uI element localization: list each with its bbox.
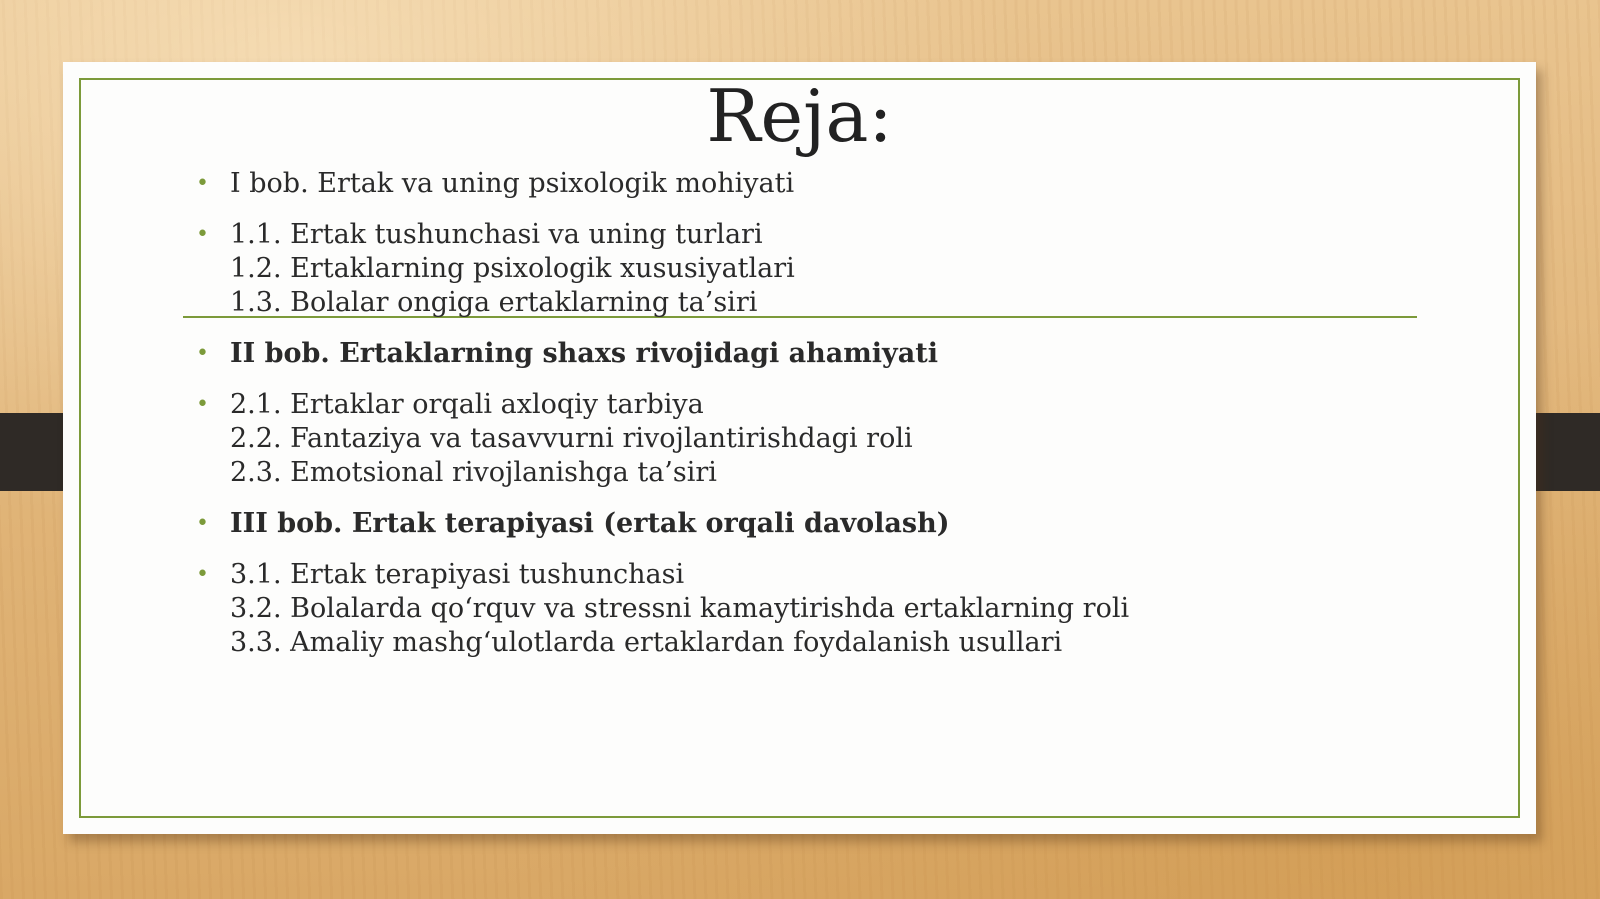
outline-list	[196, 167, 1446, 677]
outline-line: 1.2. Ertaklarning psixologik xususiyatlari	[230, 253, 795, 284]
outline-item	[196, 507, 1446, 541]
outline-item-text	[230, 388, 1446, 490]
outline-item	[196, 167, 1446, 201]
outline-line: 1.3. Bolalar ongiga ertaklarning ta’siri	[230, 287, 758, 318]
outline-item-text	[230, 218, 1446, 320]
outline-item	[196, 388, 1446, 490]
outline-line: I bob. Ertak va uning psixologik mohiyati	[230, 168, 795, 199]
outline-item-text	[230, 337, 1446, 371]
bullet-dot-icon: •	[196, 171, 209, 196]
outline-line: II bob. Ertaklarning shaxs rivojidagi ahamiyati	[230, 338, 938, 369]
outline-item-text	[230, 507, 1446, 541]
outline-item-text	[230, 167, 1446, 201]
slide-paper	[63, 62, 1536, 834]
outline-line: 2.2. Fantaziya va tasavvurni rivojlantirishdagi roli	[230, 423, 913, 454]
outline-item	[196, 218, 1446, 320]
bullet-dot-icon: •	[196, 562, 209, 587]
outline-line: 2.1. Ertaklar orqali axloqiy tarbiya	[230, 389, 704, 420]
outline-item-text	[230, 558, 1446, 660]
outline-line: 3.1. Ertak terapiyasi tushunchasi	[230, 559, 685, 590]
outline-line: 1.1. Ertak tushunchasi va uning turlari	[230, 219, 763, 250]
outline-line: 3.3. Amaliy mashg‘ulotlarda ertaklardan foydalanish usullari	[230, 627, 1063, 658]
bullet-dot-icon: •	[196, 222, 209, 247]
outline-item	[196, 337, 1446, 371]
outline-line: 2.3. Emotsional rivojlanishga ta’siri	[230, 457, 717, 488]
bullet-dot-icon: •	[196, 392, 209, 417]
outline-line: III bob. Ertak terapiyasi (ertak orqali davolash)	[230, 508, 950, 539]
bullet-dot-icon: •	[196, 341, 209, 366]
slide-title: Reja:	[706, 74, 893, 158]
outline-item	[196, 558, 1446, 660]
outline-line: 3.2. Bolalarda qo‘rquv va stressni kamaytirishda ertaklarning roli	[230, 593, 1130, 624]
bullet-dot-icon: •	[196, 511, 209, 536]
